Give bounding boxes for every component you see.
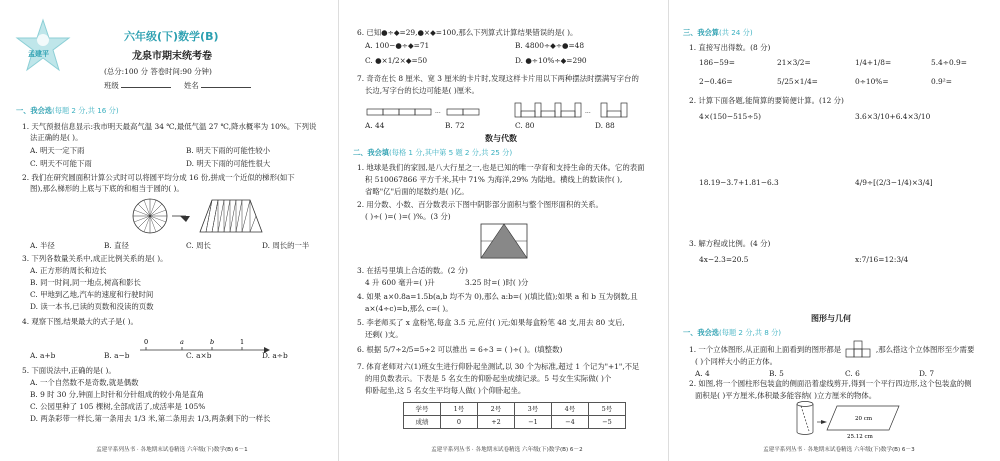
compute-item[interactable]: 5.4÷0.9= [931, 58, 967, 67]
situp-score-table [403, 402, 626, 429]
arrangement-horizontal-cards [367, 109, 479, 117]
table-cell: 0 [441, 416, 478, 429]
geometry-question-1: 1. 一个立体图形,从正面和上面看到的图形都是 ,那么搭这个立体图形至少需要 [689, 343, 974, 357]
fill-question-6[interactable]: 6. 根据 5/7÷2/5=5÷2 可以推出 = 6÷3 = ( )÷( )。(填整数) [357, 345, 563, 354]
question-6: 6. 已知●÷◆=29,●×◆=100,那么下列算式计算结果错误的是( )。 [357, 28, 578, 37]
q3-option-b[interactable]: B. 同一时间,同一地点,树高和影长 [30, 278, 141, 287]
fill-question-7-cont2[interactable]: 仰卧起坐,这 5 名女生平均每人做( )个仰卧起坐。 [365, 386, 526, 395]
fill-question-3: 3. 在括号里填上合适的数。(2 分) [357, 266, 468, 275]
equation-item[interactable]: 4x−2.3=20.5 [699, 255, 749, 264]
arrow-right-icon [180, 216, 190, 222]
tick-label-b: b [210, 338, 215, 346]
table-header: 1号 [441, 403, 478, 416]
compute-question-2: 2. 计算下面各题,能简算的要简便计算。(12 分) [689, 96, 844, 105]
compute-item[interactable]: 18.19−3.7+1.81−6.3 [699, 178, 779, 187]
logo-text: 孟建平 [28, 50, 49, 58]
compute-question-3: 3. 解方程或比例。(4 分) [689, 239, 771, 248]
section-compute-heading: 三、我会算(共 24 分) [683, 28, 753, 37]
q7-option-c[interactable]: C. 80 [515, 121, 535, 130]
fill-question-2: 2. 用分数、小数、百分数表示下图中阴影部分面积与整个图形面积的关系。 [357, 200, 603, 209]
cylinder-circumference-label: 25.12 cm [847, 434, 873, 440]
table-header: 2号 [478, 403, 515, 416]
g1-option-a[interactable]: A. 4 [695, 369, 710, 378]
logo-star-icon [14, 18, 72, 78]
q7-option-b[interactable]: B. 72 [445, 121, 465, 130]
question-1-cont: 法正确的是( )。 [30, 133, 83, 142]
page-footer-2: 孟建平系列丛书 · 各地期末试卷精选 六年级(下)数学(B) 6－2 [431, 447, 583, 454]
q3-option-c[interactable]: C. 甲地到乙地,汽车的速度和行驶时间 [30, 290, 154, 299]
cylinder-figure [797, 402, 813, 435]
table-header: 学号 [404, 403, 441, 416]
geometry-question-1-cont[interactable]: ( )个同样大小的正方体。 [695, 357, 778, 366]
tick-label-1: 1 [240, 338, 245, 346]
geometry-question-2-cont[interactable]: 面积是( )平方厘米,体积最多能容纳( )立方厘米的物体。 [695, 391, 877, 400]
q6-option-b[interactable]: B. 4800÷◆÷●=48 [515, 41, 585, 50]
table-cell: −4 [552, 416, 589, 429]
table-header-row [404, 403, 626, 416]
q5-option-b[interactable]: B. 9 时 30 分,钟面上时针和分针组成的较小角是直角 [30, 390, 205, 399]
q1-option-a[interactable]: A. 明天一定下雨 [30, 146, 85, 155]
shaded-grid-figure [479, 222, 529, 264]
page-footer-1: 孟建平系列丛书 · 各地期末试卷精选 六年级(下)数学(B) 6－1 [96, 447, 248, 454]
q2-option-b[interactable]: B. 直径 [104, 241, 129, 250]
cylinder-unfold-figure [795, 400, 915, 440]
page-2 [338, 0, 668, 461]
fill-question-4: 4. 如果 a×0.8a=1.5b(a,b 均不为 0),那么 a:b=( )(填比值);如果 a 和 b 互为倒数,且 [357, 292, 638, 301]
q2-option-d[interactable]: D. 周长的一半 [262, 241, 310, 250]
card-arrangement-figure [365, 101, 665, 121]
arrangement-mixed-cards [515, 103, 627, 117]
fill-question-1-cont: 积 510067866 平方千米,其中 71% 为海洋,29% 为陆地。横线上的数读作( ), [365, 175, 623, 184]
q7-option-a[interactable]: A. 44 [365, 121, 385, 130]
compute-item[interactable]: 3.6×3/10+6.4×3/10 [855, 112, 931, 121]
table-row [404, 416, 626, 429]
table-cell: −1 [515, 416, 552, 429]
circle-to-trapezoid-figure [40, 196, 300, 236]
fill-question-4-cont[interactable]: a×(4÷c)=b,那么 c=( )。 [365, 304, 453, 313]
section-choice-heading: 一、我会选(每题 2 分,共 16 分) [16, 106, 119, 115]
g1-option-b[interactable]: B. 5 [769, 369, 784, 378]
page-3 [668, 0, 1000, 461]
question-2-cont: 图),那么梯形的上底与下底的和相当于圆的( )。 [30, 184, 184, 193]
class-field[interactable]: 班级 [104, 81, 171, 91]
tick-label-0: 0 [144, 338, 149, 346]
compute-item[interactable]: 2−0.46= [699, 77, 733, 86]
cylinder-height-label: 20 cm [855, 416, 873, 422]
paper-title: 六年级(下)数学(B) [124, 30, 219, 43]
q5-option-c[interactable]: C. 公园里种了 105 棵树,全部成活了,成活率是 105% [30, 402, 206, 411]
question-5: 5. 下面说法中,正确的是( )。 [22, 366, 116, 375]
paper-meta: (总分:100 分 答卷时间:90 分钟) [104, 67, 212, 76]
logo-badge [14, 18, 72, 78]
fill-question-1-cont2: 省略"亿"后面的尾数约是( )亿。 [365, 187, 469, 196]
cube-view-figure [844, 343, 874, 357]
fill-question-7-cont[interactable]: 的用负数表示。下表是 5 名女生的仰卧起坐成绩记录。5 号女生实际做( )个 [365, 374, 612, 383]
q1-option-c[interactable]: C. 明天不可能下雨 [30, 159, 92, 168]
compute-item[interactable]: 186−59= [699, 58, 735, 67]
q4-option-b[interactable]: B. a−b [104, 351, 130, 360]
q2-option-c[interactable]: C. 周长 [186, 241, 211, 250]
equation-item[interactable]: x:7/16=12:3/4 [855, 255, 909, 264]
section-geometry-choice-heading: 一、我会选(每题 2 分,共 8 分) [683, 328, 782, 337]
compute-question-1: 1. 直接写出得数。(8 分) [689, 43, 771, 52]
table-cell: 成绩 [404, 416, 441, 429]
q5-option-d[interactable]: D. 两条彩带一样长,第一条用去 1/3 米,第二条用去 1/3,两条剩下的一样长 [30, 414, 271, 423]
q3-option-d[interactable]: D. 读一本书,已读的页数和没读的页数 [30, 302, 154, 311]
paper-subtitle: 龙泉市期末统考卷 [132, 51, 212, 62]
q4-option-d[interactable]: D. a÷b [262, 351, 288, 360]
trapezoid-figure [200, 200, 262, 232]
geometry-question-2: 2. 如图,将一个圆柱形包装盒的侧面沿着虚线剪开,得到一个平行四边形,这个包装盒的侧 [689, 379, 972, 388]
q4-option-a[interactable]: A. a+b [30, 351, 56, 360]
q1-option-b[interactable]: B. 明天下雨的可能性较小 [186, 146, 271, 155]
section-geometry-heading: 图形与几何 [811, 314, 851, 323]
q4-option-c[interactable]: C. a×b [186, 351, 212, 360]
section-number-algebra-heading: 数与代数 [485, 134, 517, 143]
compute-item[interactable]: 1/4+1/8= [855, 58, 892, 67]
table-header: 4号 [552, 403, 589, 416]
svg-text:···: ··· [435, 110, 441, 117]
q1-option-d[interactable]: D. 明天下雨的可能性很大 [186, 159, 271, 168]
q2-option-a[interactable]: A. 半径 [30, 241, 55, 250]
table-cell: −5 [589, 416, 626, 429]
question-4: 4. 观察下图,结果最大的式子是( )。 [22, 317, 138, 326]
q7-option-d[interactable]: D. 88 [595, 121, 615, 130]
fill-question-2-answer[interactable]: ( )÷( )=( )=( )%。(3 分) [365, 212, 451, 221]
q6-option-d[interactable]: D. ●÷10%÷◆=290 [515, 56, 587, 65]
q3-option-a[interactable]: A. 正方形的周长和边长 [30, 266, 107, 275]
table-cell: +2 [478, 416, 515, 429]
section-fill-heading: 二、我会填(每格 1 分,其中第 5 题 2 分,共 25 分) [353, 148, 513, 157]
name-field[interactable]: 姓名 [184, 81, 251, 91]
g1-option-c[interactable]: C. 6 [845, 369, 860, 378]
question-1: 1. 天气预报信息显示:我市明天最高气温 34 ℃,最低气温 27 ℃,降水概率为 10%。下列说 [22, 122, 317, 131]
fill-question-3a[interactable]: 4 升 600 毫升=( )升 [365, 278, 435, 287]
fill-question-7: 7. 体育老师对六(1)班女生进行仰卧起坐测试,以 30 个为标准,超过 1 个记为"+1",不足 [357, 362, 640, 371]
fill-question-3b[interactable]: 3.25 时=( )时( )分 [465, 278, 529, 287]
compute-item[interactable]: 5/25×1/4= [777, 77, 818, 86]
question-7-cont: 长边,写字台的长边可能是( )厘米。 [365, 86, 479, 95]
tick-label-a: a [180, 338, 184, 346]
table-header: 5号 [589, 403, 626, 416]
q6-option-c[interactable]: C. ●×1/2×◆=50 [365, 56, 428, 65]
table-header: 3号 [515, 403, 552, 416]
svg-text:···: ··· [585, 110, 591, 117]
question-2: 2. 我们在研究圆面积计算公式时可以将圆平均分成 16 份,拼成一个近似的梯形(如下 [22, 173, 295, 182]
page-footer-3: 孟建平系列丛书 · 各地期末试卷精选 六年级(下)数学(B) 6－3 [763, 447, 915, 454]
compute-item[interactable]: 0.9²= [931, 77, 952, 86]
circle-sectors-figure [133, 199, 167, 233]
compute-item[interactable]: 21×3/2= [777, 58, 811, 67]
fill-question-5-cont[interactable]: 还剩( )支。 [365, 330, 403, 339]
page-1 [0, 0, 338, 461]
q6-option-a[interactable]: A. 100−●÷◆=71 [365, 41, 430, 50]
q5-option-a[interactable]: A. 一个自然数不是奇数,就是偶数 [30, 378, 139, 387]
compute-item[interactable]: 4×(150−515÷5) [699, 112, 761, 121]
compute-item[interactable]: 0÷10%= [855, 77, 889, 86]
g1-option-d[interactable]: D. 7 [919, 369, 935, 378]
compute-item[interactable]: 4/9÷[(2/3−1/4)×3/4] [855, 178, 933, 187]
fill-question-1: 1. 地球是我们的家园,是八大行星之一,也是已知的唯一孕育和支持生命的天体。它的表面 [357, 163, 645, 172]
fill-question-5: 5. 李老师买了 x 盒粉笔,每盒 3.5 元,应付( )元;如果每盒粉笔 48 支,用去 80 支后, [357, 318, 625, 327]
question-3: 3. 下列各数量关系中,成正比例关系的是( )。 [22, 254, 168, 263]
question-7: 7. 奇奇在长 8 厘米、宽 3 厘米的卡片时,发现这样卡片用以下两种摆法时摆满写字台的 [357, 74, 639, 83]
